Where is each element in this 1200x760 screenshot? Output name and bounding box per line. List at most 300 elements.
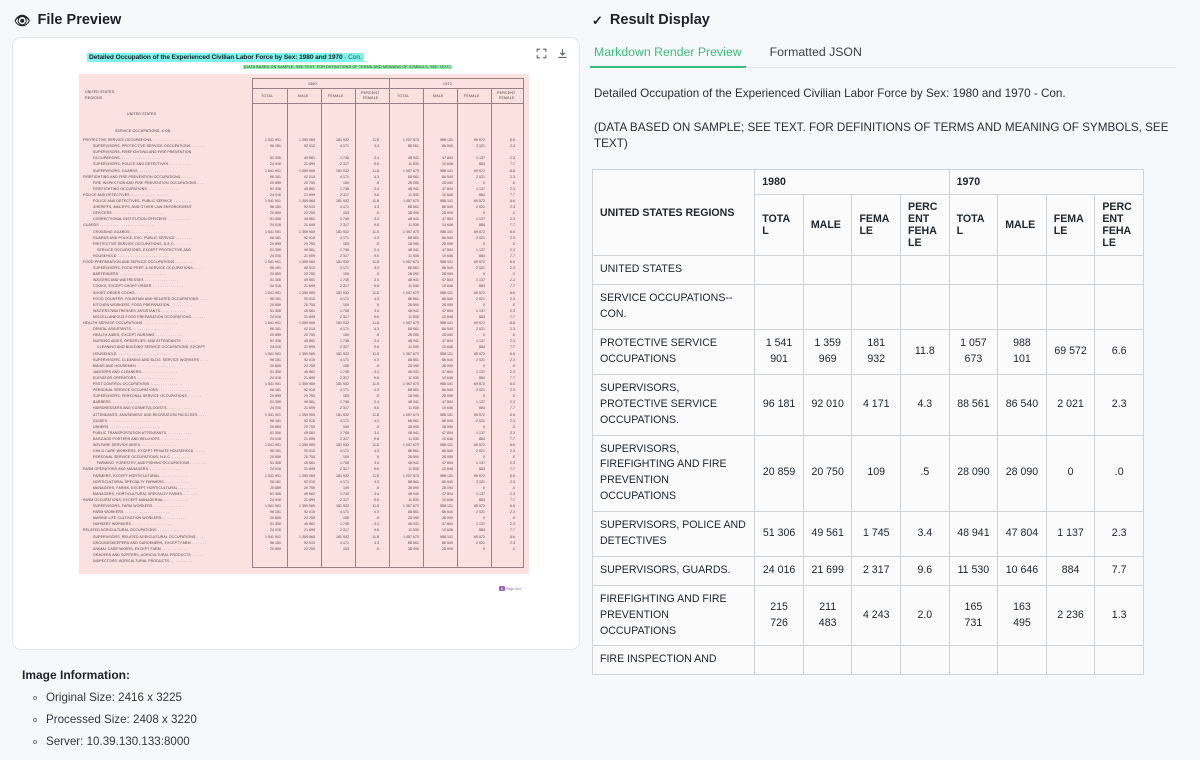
scan-number-cell: 88 561	[407, 235, 419, 240]
scan-number-cell: 4 171	[339, 357, 349, 362]
scan-number-cell: 1 057 673	[402, 412, 419, 417]
scan-number-cell: 4.3	[373, 266, 379, 271]
scan-number-cell: 1 745	[339, 156, 349, 161]
scan-number-cell: 6.6	[509, 473, 515, 478]
scan-number-cell: 4 171	[339, 479, 349, 484]
scan-number-cell: 20 750	[303, 241, 315, 246]
scan-number-cell: 2.3	[509, 247, 515, 252]
table-cell-label: PROTECTIVE SERVICE OCCUPATIONS	[593, 330, 755, 375]
fullscreen-icon[interactable]	[532, 44, 551, 63]
table-cell-value: 165 731	[949, 585, 998, 646]
scan-number-cell: 28 090	[441, 516, 453, 521]
scan-number-cell: 3.4	[373, 217, 379, 222]
scan-number-cell: 51 306	[269, 400, 281, 405]
scan-number-cell: 1 057 673	[402, 168, 419, 173]
table-cell-value	[998, 285, 1047, 330]
markdown-paragraph-title: Detailed Occupation of the Experienced Civilian Labor Force by Sex: 1980 and 1970 - Con.	[594, 87, 1066, 100]
table-cell-value: 21 699	[803, 556, 852, 585]
table-col-header-7: PERCENT FEHALE	[1095, 195, 1144, 256]
scan-number-cell: 86 540	[441, 235, 453, 240]
scan-number-cell: 2.3	[509, 430, 515, 435]
table-cell-value: 884	[1046, 556, 1095, 585]
bullet-icon	[33, 696, 37, 700]
scan-number-cell: 1 541 901	[264, 504, 281, 508]
scan-number-cell: 48 941	[407, 156, 419, 161]
table-cell-value	[755, 285, 804, 330]
scan-number-cell: 88 561	[407, 205, 419, 210]
scan-number-cell: 1 745	[339, 461, 349, 466]
scan-body-line: USHERS . . . . . . . . . . . . . . . . . . . . . . . .	[93, 424, 161, 429]
table-header-group-row	[593, 170, 1144, 195]
scan-number-cell: 47 804	[441, 186, 453, 191]
scan-number-cell: 1 541 901	[264, 260, 281, 264]
scan-number-cell: 96 181	[269, 418, 281, 423]
table-cell-value: 1 541 901	[755, 330, 804, 375]
table-cell-value: 20 859	[755, 435, 804, 512]
table-cell-value	[1046, 285, 1095, 330]
scan-number-cell: 3.4	[373, 491, 379, 496]
table-col-header-5: MALE	[998, 195, 1047, 256]
table-cell-value	[803, 646, 852, 675]
scan-number-cell: 7.7	[509, 192, 515, 197]
scan-body-line: INSPECTORS, AGRICULTURAL PRODUCTS. . . . . . . . . . .	[93, 558, 192, 563]
table-cell-value	[1095, 646, 1144, 675]
scan-body-line: POLICE AND DETECTIVES, PUBLIC SERVICE . . . . . . . . .	[93, 199, 193, 203]
scan-number-cell: 20 859	[269, 424, 281, 429]
scan-number-cell: 2 317	[339, 253, 349, 258]
scan-col-pct-1970-b: FEMALE	[499, 95, 515, 100]
scan-number-cell: 2.3	[509, 156, 515, 161]
scan-number-cell: 0	[483, 394, 485, 399]
scan-number-cell: 28 090	[441, 180, 453, 185]
scan-number-cell: 88 561	[407, 327, 419, 332]
scan-number-cell: 3.4	[373, 186, 379, 191]
scan-number-cell: 24 016	[269, 223, 281, 228]
scan-body-line: SUPERVISORS, FOOD PREP. & SERVICE OCCUPATIONS. . . . .	[93, 266, 203, 271]
scan-number-cell: 47 804	[441, 400, 453, 405]
scan-body-line: WELFARE SERVICE AIDES. . . . . . . . . . . . . . . . .	[93, 443, 176, 447]
scan-number-cell: 7.7	[509, 436, 515, 441]
file-preview-panel	[0, 0, 590, 760]
scan-number-cell: 47 804	[441, 339, 453, 344]
scan-number-cell: 884	[479, 162, 485, 167]
scan-body-line: FIRE INSPECTION AND FIRE PREVENTION OCCUPATIONS. . . .	[93, 180, 204, 185]
scan-number-cell: 1 745	[339, 369, 349, 374]
scan-number-cell: 47 804	[441, 522, 453, 527]
scan-number-cell: 4.3	[373, 388, 379, 393]
table-row	[593, 556, 1144, 585]
scan-number-cell: 884	[479, 497, 485, 502]
scan-number-cell: 20 859	[269, 394, 281, 399]
scan-number-cell: 988 101	[439, 321, 453, 325]
scan-number-cell: 28 090	[441, 302, 453, 307]
scan-number-cell: 0	[483, 180, 485, 185]
scan-body-line: PROTECTIVE SERVICE OCCUPATIONS. . . . . . . . . . . . . . .	[83, 138, 184, 142]
scan-number-cell: 86 540	[441, 357, 453, 362]
scan-body-line: MAIDS AND HOUSEMEN . . . . . . . . . . . . . . . . . .	[93, 363, 175, 368]
scan-number-cell: 2.3	[509, 400, 515, 405]
scan-number-cell: 6.6	[509, 168, 515, 173]
scan-number-cell: 49 561	[303, 491, 315, 496]
scan-col-total-1980: TOTAL	[261, 94, 274, 98]
table-cell-value: 92 010	[803, 374, 852, 435]
scan-number-cell: 86 540	[441, 296, 453, 301]
scan-number-cell: 51 306	[269, 461, 281, 466]
table-col-header-1: MALE	[803, 195, 852, 256]
scan-number-cell: 9.6	[373, 314, 379, 319]
scan-number-cell: 21 699	[303, 314, 315, 319]
scan-number-cell: 28 090	[407, 394, 419, 399]
scan-number-cell: 181 932	[335, 321, 349, 325]
scan-body-line: PERSONAL SERVICE OCCUPATIONS, N.E.C. . . . . . . . . .	[93, 455, 191, 460]
scan-number-cell: 3.4	[373, 522, 379, 527]
scan-number-cell: 20 859	[269, 363, 281, 368]
scan-number-cell: 4 171	[339, 174, 349, 179]
scan-number-cell: 69 572	[473, 290, 485, 295]
table-cell-value	[755, 256, 804, 285]
scan-number-cell: 88 561	[407, 510, 419, 515]
scan-number-cell: 181 932	[335, 443, 349, 447]
scanned-document-image[interactable]	[71, 42, 533, 650]
scan-number-cell: 7.7	[509, 223, 515, 228]
scan-col-male-1970: MALE	[433, 94, 444, 98]
scan-number-cell: 988 101	[439, 504, 453, 508]
scan-number-cell: 92 010	[303, 540, 315, 545]
scan-number-cell: 2 317	[339, 375, 349, 380]
scan-number-cell: 28 090	[407, 302, 419, 307]
scan-number-cell: 86 540	[441, 449, 453, 454]
table-cell-value: 11 530	[949, 556, 998, 585]
scan-number-cell: 10 646	[441, 253, 453, 258]
scan-body-line: FARM OCCUPATIONS, EXCEPT MANAGERIAL. . . . . . . . . . . .	[83, 497, 189, 502]
scan-stub-united-states: UNITED STATES	[85, 90, 115, 94]
scan-number-cell: 20 750	[303, 211, 315, 216]
scan-body-line: SUPERVISORS, FARM WORKERS. . . . . . . . . . . . . . .	[93, 504, 184, 508]
table-cell-value	[1046, 256, 1095, 285]
scan-number-cell: 9.6	[373, 223, 379, 228]
scan-number-cell: 28 090	[407, 241, 419, 246]
scan-number-cell: 20 750	[303, 363, 315, 368]
scan-number-cell: 884	[479, 436, 485, 441]
scan-body-line: RELATED AGRICULTURAL OCCUPATIONS . . . . . . . . . . . . .	[83, 528, 185, 533]
scan-number-cell: 1 541 901	[264, 321, 281, 325]
bullet-icon	[33, 740, 37, 744]
scan-number-cell: 9.6	[373, 406, 379, 411]
table-cell-value: 163 495	[998, 585, 1047, 646]
scan-number-cell: 2 021	[475, 235, 485, 240]
table-row	[593, 285, 1144, 330]
scan-number-cell: 10 646	[441, 192, 453, 197]
table-row	[593, 330, 1144, 375]
scan-number-cell: 11.8	[372, 290, 379, 295]
scan-number-cell: 21 699	[303, 345, 315, 350]
scan-number-cell: 1 137	[475, 278, 485, 283]
table-cell-value	[1095, 285, 1144, 330]
scan-number-cell: 20 859	[269, 302, 281, 307]
table-cell-value: 3.4	[901, 512, 950, 557]
download-icon[interactable]	[553, 44, 572, 63]
table-cell-value: 4 171	[852, 374, 901, 435]
scan-number-cell: .5	[375, 363, 379, 368]
scan-number-cell: 48 941	[407, 186, 419, 191]
scan-number-cell: 10 646	[441, 223, 453, 228]
scan-number-cell: 2 021	[475, 418, 485, 423]
scan-number-cell: 1 745	[339, 339, 349, 344]
scan-number-cell: 92 010	[303, 388, 315, 393]
scan-number-cell: 1 745	[339, 430, 349, 435]
scan-number-cell: 49 561	[303, 461, 315, 466]
scan-number-cell: 47 804	[441, 369, 453, 374]
table-cell-value: 49 561	[803, 512, 852, 557]
scan-number-cell: 884	[479, 528, 485, 533]
scan-number-cell: 28 090	[407, 180, 419, 185]
scan-number-cell: 24 016	[269, 314, 281, 319]
scan-body-line: SERVICE OCCUPATIONS, EXCEPT PROTECTIVE AND	[97, 247, 192, 252]
scan-number-cell: .5	[375, 180, 379, 185]
scan-number-cell: .0	[511, 363, 515, 368]
scan-number-cell: 4 171	[339, 266, 349, 271]
scan-number-cell: 3.4	[373, 369, 379, 374]
scan-body-line: PUBLIC TRANSPORTATION ATTENDANTS. . . . . . . . . . . .	[93, 430, 192, 435]
scan-number-cell: 1 745	[339, 491, 349, 496]
table-cell-value: 109	[852, 435, 901, 512]
scan-number-cell: 2.3	[509, 540, 515, 545]
scan-number-cell: 92 010	[303, 327, 315, 332]
scan-number-cell: 1 359 969	[298, 260, 315, 264]
table-cell-label: SERVICE OCCUPATIONS--CON.	[593, 285, 755, 330]
table-cell-label: UNITED STATES	[593, 256, 755, 285]
scan-body-line: WAITERS'/WAITRESSES' ASSISTANTS. . . . . . . . . . . .	[93, 308, 186, 313]
scan-number-cell: 10 646	[441, 467, 453, 472]
scan-number-cell: 10 646	[441, 406, 453, 411]
scan-number-cell: 884	[479, 284, 485, 289]
scan-number-cell: 51 306	[269, 308, 281, 313]
scan-number-cell: 96 181	[269, 174, 281, 179]
scan-number-cell: 1 137	[475, 156, 485, 161]
scan-number-cell: 10 646	[441, 162, 453, 167]
scan-number-cell: 86 540	[441, 266, 453, 271]
image-information-title: Image Information:	[22, 668, 131, 682]
tab-markdown-render-preview[interactable]: Markdown Render Preview	[590, 39, 746, 68]
scan-body-line: PEST CONTROL OCCUPATIONS . . . . . . . . . . . . . . .	[93, 382, 182, 386]
scan-number-cell: .5	[375, 394, 379, 399]
scan-number-cell: 1 359 969	[298, 504, 315, 508]
scan-number-cell: 884	[479, 467, 485, 472]
scan-number-cell: 10 646	[441, 436, 453, 441]
scan-number-cell: 20 859	[269, 546, 281, 551]
scan-number-cell: 9.6	[373, 436, 379, 441]
scan-number-cell: 24 016	[269, 497, 281, 502]
scan-number-cell: 6.6	[509, 412, 515, 417]
scan-number-cell: .0	[511, 455, 515, 460]
scan-body-line: FOOD COUNTER, FOUNTAIN AND RELATED OCCUPATIONS. . . . .	[93, 296, 208, 301]
scan-number-cell: 2.3	[509, 418, 515, 423]
scan-number-cell: 2.3	[509, 217, 515, 222]
scan-number-cell: 24 016	[269, 528, 281, 533]
scan-number-cell: 11.8	[372, 473, 379, 478]
table-group-1980: 1980	[755, 170, 949, 195]
scan-number-cell: 49 561	[303, 339, 315, 344]
scan-number-cell: 96 181	[269, 510, 281, 515]
scan-number-cell: 9.6	[373, 192, 379, 197]
scan-number-cell: 92 010	[303, 296, 315, 301]
scan-number-cell: 9.6	[373, 345, 379, 350]
scan-number-cell: 96 181	[269, 388, 281, 393]
scan-number-cell: 28 090	[441, 363, 453, 368]
scan-number-cell: 4.3	[373, 174, 379, 179]
scan-number-cell: 86 540	[441, 418, 453, 423]
tab-formatted-json[interactable]: Formatted JSON	[769, 45, 862, 59]
scan-number-cell: 6.6	[509, 534, 515, 539]
scan-number-cell: 0	[483, 424, 485, 429]
scan-number-cell: 20 859	[269, 180, 281, 185]
scan-number-cell: 21 699	[303, 467, 315, 472]
scan-number-cell: 20 859	[269, 455, 281, 460]
table-cell-value: 69 572	[1046, 330, 1095, 375]
scan-number-cell: 109	[343, 211, 349, 216]
table-cell-value	[852, 646, 901, 675]
scan-number-cell: 21 699	[303, 192, 315, 197]
scan-number-cell: 20 750	[303, 516, 315, 521]
scan-title-tail: - Con.	[342, 54, 362, 61]
scan-number-cell: 20 859	[269, 241, 281, 246]
scan-body-line: BARBERS. . . . . . . . . . . . . . . . . . . . . . . .	[93, 400, 162, 405]
scan-number-cell: 88 561	[407, 296, 419, 301]
scan-number-cell: 1 745	[339, 522, 349, 527]
scan-body-line: SUPERVISORS, FIREFIGHTING AND FIRE PREVENTION	[93, 150, 192, 155]
scan-number-cell: 11.8	[372, 412, 379, 417]
table-col-header-3: PERCENT FEHALE	[901, 195, 950, 256]
scan-number-cell: 21 699	[303, 406, 315, 411]
scan-number-cell: 2 021	[475, 144, 485, 149]
table-body	[593, 256, 1144, 675]
scan-number-cell: 28 090	[441, 241, 453, 246]
scan-body-line: FARM WORKERS . . . . . . . . . . . . . . . . . . . . .	[93, 510, 169, 515]
scan-number-cell: 9.6	[373, 284, 379, 289]
scan-number-cell: 1 359 969	[298, 229, 315, 234]
scan-number-cell: 1 057 673	[402, 138, 419, 142]
scan-number-cell: 4 171	[339, 235, 349, 240]
scan-number-cell: 28 090	[407, 424, 419, 429]
scan-number-cell: 48 941	[407, 369, 419, 374]
scan-number-cell: .0	[511, 241, 515, 246]
scan-number-cell: 28 090	[407, 516, 419, 521]
check-icon: ✓	[592, 12, 603, 28]
scan-number-cell: 21 699	[303, 253, 315, 258]
table-cell-value: 7.7	[1095, 556, 1144, 585]
eye-icon: 👁	[14, 12, 31, 28]
scan-number-cell: 86 540	[441, 510, 453, 515]
scan-number-cell: 4 171	[339, 144, 349, 149]
scan-number-cell: 2.3	[509, 461, 515, 466]
scan-number-cell: 988 101	[439, 229, 453, 234]
result-display-header	[590, 10, 1176, 37]
table-cell-value	[901, 256, 950, 285]
scan-number-cell: 1 541 901	[264, 168, 281, 173]
scan-number-cell: .5	[375, 302, 379, 307]
scan-number-cell: 9.6	[373, 467, 379, 472]
table-col-header-4: TOTAL	[949, 195, 998, 256]
scan-number-cell: 49 561	[303, 369, 315, 374]
scan-number-cell: 51 306	[269, 430, 281, 435]
scan-number-cell: 92 010	[303, 266, 315, 271]
scan-number-cell: 10 646	[441, 375, 453, 380]
table-row	[593, 585, 1144, 646]
scan-number-cell: 1 137	[475, 339, 485, 344]
scan-number-cell: 88 561	[407, 388, 419, 393]
scan-number-cell: 47 804	[441, 247, 453, 252]
scan-number-cell: 2.3	[509, 479, 515, 484]
table-cell-value: 1 745	[852, 512, 901, 557]
scan-number-cell: 4.3	[373, 418, 379, 423]
scan-number-cell: 48 941	[407, 278, 419, 283]
scan-body-line: OFFICERS . . . . . . . . . . . . . . . . . . . . . . .	[93, 211, 162, 216]
scan-number-cell: 24 016	[269, 375, 281, 380]
preview-toolbar	[532, 44, 572, 63]
scan-number-cell: 3.4	[373, 308, 379, 313]
scan-number-cell: 24 016	[269, 192, 281, 197]
scan-col-1970: 1970	[443, 81, 452, 86]
scan-number-cell: 1 137	[475, 430, 485, 435]
result-tabs	[590, 37, 1176, 68]
scan-number-cell: 884	[479, 223, 485, 228]
image-preview-container[interactable]	[12, 37, 580, 650]
table-cell-value	[901, 646, 950, 675]
scan-number-cell: .5	[375, 333, 379, 338]
scan-number-cell: 11.8	[372, 504, 379, 508]
scan-number-cell: 988 101	[439, 443, 453, 447]
scan-number-cell: 21 699	[303, 528, 315, 533]
scan-number-cell: 6.6	[509, 260, 515, 264]
scan-body-line: FIREFIGHTING AND FIRE PREVENTION OCCUPATIONS. . . . . . .	[83, 174, 195, 179]
scan-number-cell: 49 561	[303, 156, 315, 161]
scan-body-line: SUPERVISORS, CLEANING AND BLDG. SERVICE WORKERS . . . .	[93, 357, 208, 362]
scan-number-cell: 988 101	[439, 290, 453, 295]
scan-number-cell: 28 090	[441, 211, 453, 216]
scan-number-cell: 9.6	[373, 253, 379, 258]
scan-number-cell: 11 530	[408, 497, 419, 502]
scan-number-cell: 109	[343, 363, 349, 368]
scan-number-cell: 1 137	[475, 369, 485, 374]
scan-number-cell: 0	[483, 302, 485, 307]
scan-number-cell: 181 932	[335, 473, 349, 478]
scan-number-cell: 49 561	[303, 400, 315, 405]
scan-body-line: BARTENDERS . . . . . . . . . . . . . . . . . . . . . .	[93, 272, 166, 277]
scan-number-cell: 1 137	[475, 522, 485, 527]
scan-number-cell: 86 540	[441, 205, 453, 210]
scan-number-cell: 21 699	[303, 284, 315, 289]
scan-body-line: NURSERY WORKERS. . . . . . . . . . . . . . . . . . . .	[93, 522, 174, 527]
scan-number-cell: 1 359 969	[298, 321, 315, 325]
scan-body-line: CHILD CARE WORKERS, EXCEPT PRIVATE HOUSEHOLD . . . . .	[93, 449, 205, 454]
scan-number-cell: 4 171	[339, 327, 349, 332]
scan-number-cell: 1 541 901	[264, 229, 281, 234]
scan-number-cell: 92 010	[303, 174, 315, 179]
scan-number-cell: 7.7	[509, 467, 515, 472]
scan-body-line: ELEVATOR OPERATORS . . . . . . . . . . . . . . . . . .	[93, 375, 176, 380]
scan-number-cell: 181 932	[335, 138, 349, 142]
table-cell-label: SUPERVISORS, PROTECTIVE SERVICE OCCUPATIONS.	[593, 374, 755, 435]
scan-number-cell: 1 745	[339, 308, 349, 313]
scan-number-cell: 28 090	[407, 485, 419, 490]
scan-number-cell: 96 181	[269, 235, 281, 240]
table-header	[593, 170, 1144, 256]
scan-number-cell: 6.6	[509, 290, 515, 295]
table-cell-value: 2.3	[1095, 374, 1144, 435]
table-cell-value	[803, 285, 852, 330]
scan-body-line: MARINE LIFE CULTIVATION WORKERS. . . . . . . . . . . .	[93, 516, 187, 521]
scan-number-cell: 2 317	[339, 192, 349, 197]
